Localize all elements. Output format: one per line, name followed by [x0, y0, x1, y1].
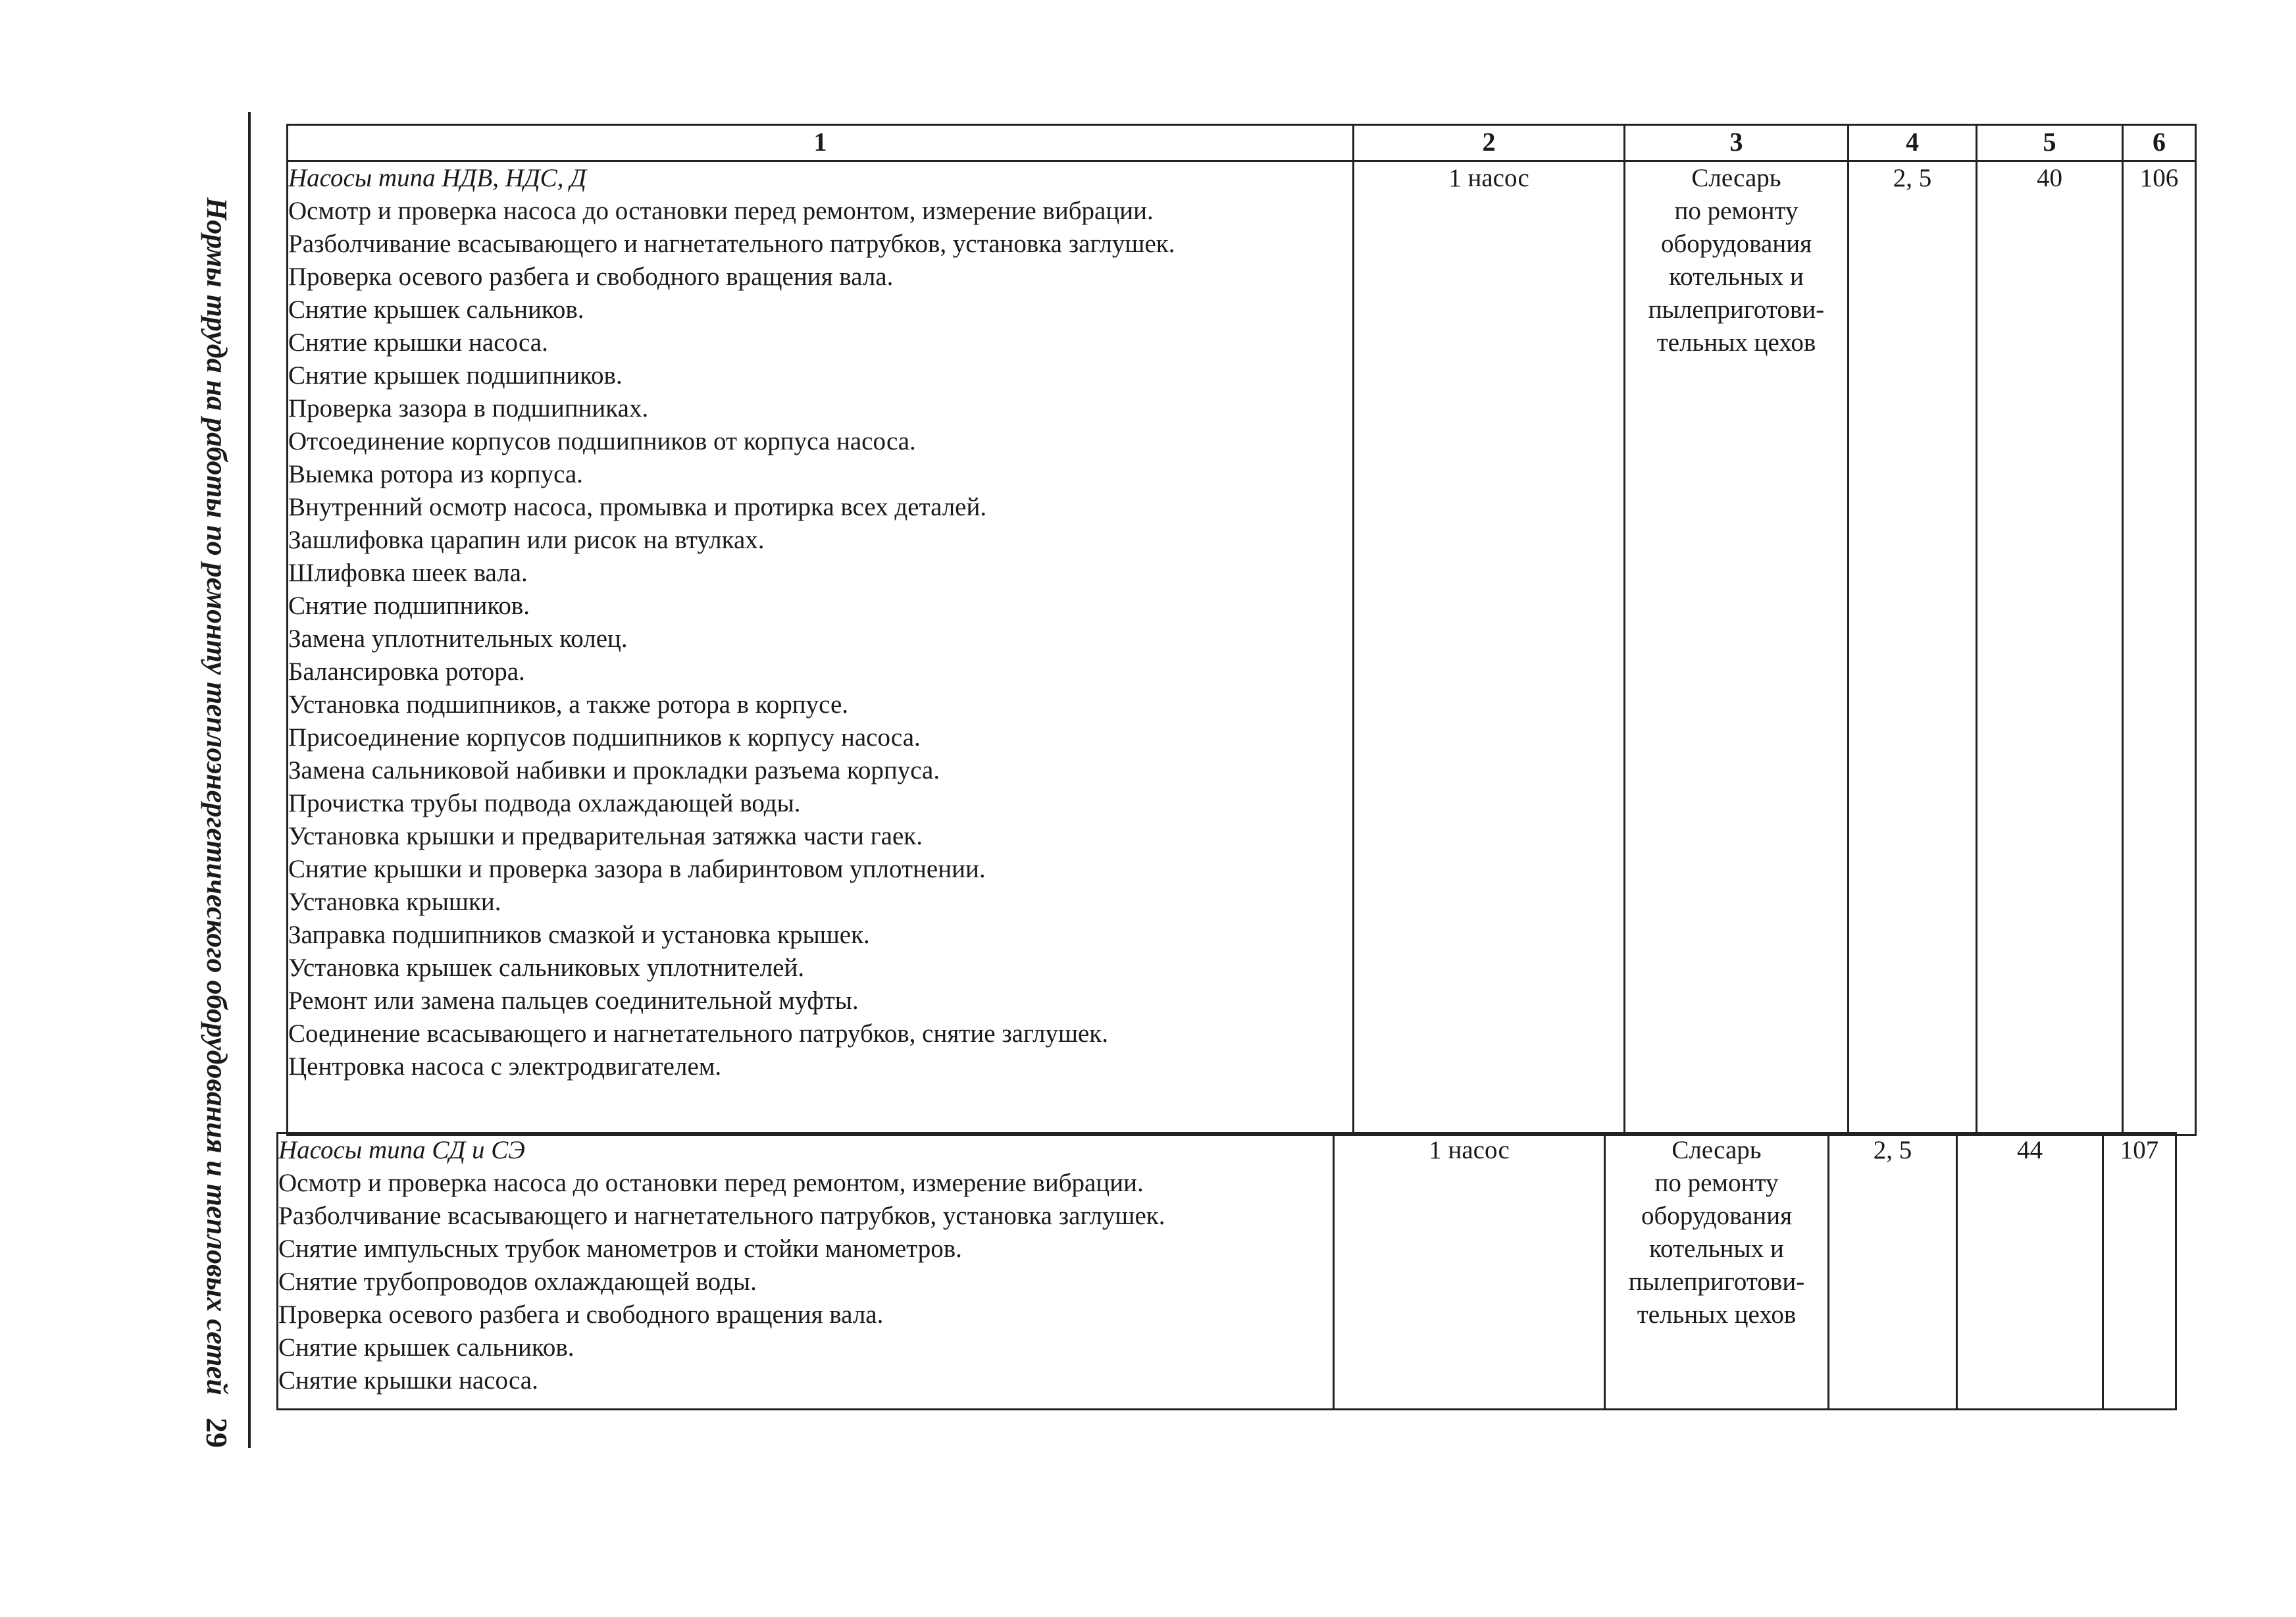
worker-line: по ремонту: [1674, 197, 1799, 225]
worker-line: котельных и: [1649, 1235, 1784, 1263]
operation-item: Снятие трубопроводов охлаждающей воды.: [278, 1268, 757, 1296]
operation-item: Балансировка ротора.: [288, 657, 525, 686]
worker-line: по ремонту: [1654, 1169, 1779, 1197]
worker-line: оборудования: [1641, 1202, 1793, 1230]
operation-item: Проверка зазора в подшипниках.: [288, 394, 649, 423]
operation-item: Замена уплотнительных колец.: [288, 625, 628, 653]
operation-item: Осмотр и проверка насоса до остановки перед ремонтом, измерение вибрации.: [288, 197, 1154, 225]
col5-cell: 44: [1957, 1133, 2103, 1410]
section-title: Насосы типа СД и СЭ: [278, 1136, 525, 1164]
operation-item: Проверка осевого разбега и свободного вращения вала.: [288, 263, 894, 291]
operation-item: Установка крышки и предварительная затяжка части гаек.: [288, 822, 923, 850]
operations-list: [288, 195, 1352, 1083]
operations-cell: [278, 1133, 1334, 1410]
operation-item: Соединение всасывающего и нагнетательного патрубков, снятие заглушек.: [288, 1019, 1109, 1048]
operation-item: Центровка насоса с электродвигателем.: [288, 1052, 722, 1081]
operation-item: Проверка осевого разбега и свободного вращения вала.: [278, 1300, 884, 1329]
operation-item: Установка подшипников, а также ротора в корпусе.: [288, 690, 849, 719]
worker-cell: [1625, 161, 1849, 1135]
unit-cell: 1 насос: [1354, 161, 1625, 1135]
running-title: Нормы труда на работы по ремонту теплоэнергетического оборудования и тепловых сетей: [201, 197, 234, 1395]
operations-cell: [288, 161, 1354, 1135]
side-rule: [248, 112, 251, 1448]
operation-item: Ремонт или замена пальцев соединительной муфты.: [288, 987, 859, 1015]
operation-item: Снятие крышек сальников.: [278, 1333, 574, 1362]
operation-item: Снятие крышек подшипников.: [288, 361, 623, 390]
section-title: Насосы типа НДВ, НДС, Д: [288, 164, 586, 192]
operation-item: Установка крышек сальниковых уплотнителей.: [288, 954, 805, 982]
operations-list: [278, 1167, 1333, 1397]
operation-item: Снятие импульсных трубок манометров и стойки манометров.: [278, 1235, 962, 1263]
col5-cell: 40: [1977, 161, 2123, 1135]
page-number: 29: [200, 1418, 234, 1448]
col4-cell: 2, 5: [1849, 161, 1977, 1135]
operation-item: Разболчивание всасывающего и нагнетательного патрубков, установка заглушек.: [278, 1202, 1165, 1230]
header-col-5: 5: [1977, 125, 2123, 161]
table-row: [288, 161, 2196, 1135]
side-caption: [196, 197, 238, 1448]
operation-item: Снятие крышки и проверка зазора в лабиринтовом уплотнении.: [288, 855, 986, 883]
norms-table-top: [286, 124, 2197, 1136]
header-col-4: 4: [1849, 125, 1977, 161]
worker-line: оборудования: [1660, 230, 1812, 258]
operation-item: Замена сальниковой набивки и прокладки разъема корпуса.: [288, 756, 940, 784]
operation-item: Осмотр и проверка насоса до остановки перед ремонтом, измерение вибрации.: [278, 1169, 1144, 1197]
col6-cell: 106: [2123, 161, 2196, 1135]
col6-cell: 107: [2103, 1133, 2176, 1410]
operation-item: Присоединение корпусов подшипников к корпусу насоса.: [288, 723, 921, 752]
worker-line: тельных цехов: [1637, 1300, 1797, 1329]
operation-item: Разболчивание всасывающего и нагнетательного патрубков, установка заглушек.: [288, 230, 1175, 258]
worker-line: Слесарь: [1671, 1136, 1762, 1164]
operation-item: Заправка подшипников смазкой и установка крышек.: [288, 921, 870, 949]
operation-item: Выемка ротора из корпуса.: [288, 460, 583, 488]
operation-item: Отсоединение корпусов подшипников от корпуса насоса.: [288, 427, 916, 455]
operation-item: Зашлифовка царапин или рисок на втулках.: [288, 526, 765, 554]
operation-item: Снятие подшипников.: [288, 592, 530, 620]
col4-cell: 2, 5: [1829, 1133, 1957, 1410]
header-row: [288, 125, 2196, 161]
worker-line: пылеприготови-: [1628, 1268, 1805, 1296]
worker-line: пылеприготови-: [1648, 295, 1825, 324]
worker-line: котельных и: [1669, 263, 1804, 291]
table-row: [278, 1133, 2176, 1410]
operation-item: Снятие крышек сальников.: [288, 295, 584, 324]
worker-cell: [1605, 1133, 1829, 1410]
norms-table-bottom: [276, 1132, 2177, 1410]
operation-item: Установка крышки.: [288, 888, 501, 916]
operation-item: Внутренний осмотр насоса, промывка и протирка всех деталей.: [288, 493, 987, 521]
operation-item: Снятие крышки насоса.: [278, 1366, 538, 1395]
worker-line: тельных цехов: [1656, 328, 1816, 357]
header-col-6: 6: [2123, 125, 2196, 161]
worker-line: Слесарь: [1691, 164, 1781, 192]
header-col-2: 2: [1354, 125, 1625, 161]
header-col-3: 3: [1625, 125, 1849, 161]
operation-item: Прочистка трубы подвода охлаждающей воды.: [288, 789, 801, 817]
operation-item: Шлифовка шеек вала.: [288, 559, 528, 587]
unit-cell: 1 насос: [1334, 1133, 1605, 1410]
operation-item: Снятие крышки насоса.: [288, 328, 548, 357]
header-col-1: 1: [288, 125, 1354, 161]
